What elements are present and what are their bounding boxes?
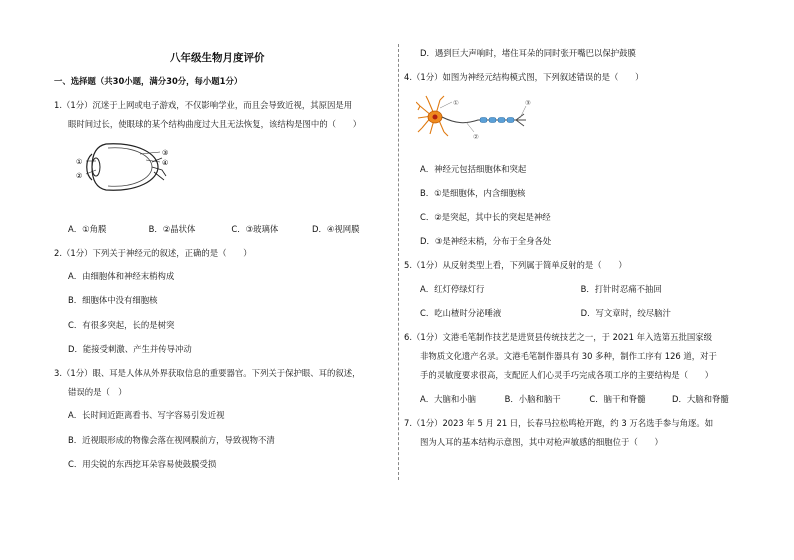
q3-stem-line2: 错误的是（ ） xyxy=(68,387,127,397)
q3-option-a[interactable]: A．长时间近距离看书、写字容易引发近视 xyxy=(68,410,225,420)
q4-option-b[interactable]: B．①是细胞体，内含细胞核 xyxy=(420,188,526,198)
q6-stem-line1: 6.（1分）文港毛笔制作技艺是进贤县传统技艺之一，于 2021 年入选第五批国家级 xyxy=(404,332,712,342)
q6-option-a[interactable]: A．大脑和小脑 xyxy=(420,394,476,404)
q6-stem-line2: 非物质文化遗产名录。文港毛笔制作器具有 30 多种，制作工序有 126 道，对于 xyxy=(420,351,717,361)
column-divider xyxy=(398,44,399,480)
q7-stem-line2: 图为人耳的基本结构示意图，其中对枪声敏感的细胞位于（ ） xyxy=(420,437,663,447)
neuron-label-3: ③ xyxy=(525,99,531,107)
q1-stem-line2: 眼时间过长，使眼球的某个结构曲度过大且无法恢复，该结构是图中的（ ） xyxy=(68,119,362,129)
q1-option-b[interactable]: B．②晶状体 xyxy=(148,224,196,234)
neuron-diagram xyxy=(416,94,540,142)
section-heading: 一、选择题（共30小题，满分30分，每小题1分） xyxy=(54,76,243,86)
q3-option-c[interactable]: C．用尖锐的东西挖耳朵容易使鼓膜受损 xyxy=(68,459,217,469)
q2-option-b[interactable]: B．细胞体中没有细胞核 xyxy=(68,295,158,305)
q6-option-c[interactable]: C．脑干和脊髓 xyxy=(589,394,646,404)
q5-options-row2 xyxy=(420,308,671,318)
q2-option-d[interactable]: D．能接受刺激、产生并传导冲动 xyxy=(68,344,192,354)
q2-option-c[interactable]: C．有很多突起，长的是树突 xyxy=(68,320,175,330)
q1-option-d[interactable]: D．④视网膜 xyxy=(312,224,360,234)
eye-diagram xyxy=(66,140,178,194)
eye-label-2: ② xyxy=(76,172,83,180)
q7-stem-line1: 7.（1分）2023 年 5 月 21 日，长春马拉松鸣枪开跑，约 3 万名选手参与角逐。如 xyxy=(404,418,714,428)
q6-options xyxy=(420,394,729,404)
q6-stem-line3: 手的灵敏度要求很高，支配匠人们心灵手巧完成各项工序的主要结构是（ ） xyxy=(420,370,714,380)
eye-label-1: ① xyxy=(76,158,83,166)
q6-option-b[interactable]: B．小脑和脑干 xyxy=(504,394,561,404)
q4-stem: 4.（1分）如图为神经元结构模式图，下列叙述错误的是（ ） xyxy=(404,72,644,82)
q4-option-a[interactable]: A．神经元包括细胞体和突起 xyxy=(420,164,527,174)
q5-option-d[interactable]: D．写文章时，绞尽脑汁 xyxy=(580,308,671,318)
eye-label-3: ③ xyxy=(162,149,169,157)
q1-stem-line1: 1.（1分）沉迷于上网或电子游戏，不仅影响学业，而且会导致近视，其原因是用 xyxy=(54,100,353,110)
q4-option-d[interactable]: D．③是神经末梢，分布于全身各处 xyxy=(420,236,552,246)
q4-option-c[interactable]: C．②是突起，其中长的突起是神经 xyxy=(420,212,551,222)
neuron-label-1: ① xyxy=(453,99,459,107)
q6-option-d[interactable]: D．大脑和脊髓 xyxy=(672,394,729,404)
eye-label-4: ④ xyxy=(162,159,169,167)
q2-stem: 2.（1分）下列关于神经元的叙述，正确的是（ ） xyxy=(54,248,252,258)
neuron-label-2: ② xyxy=(473,133,479,141)
q2-option-a[interactable]: A．由细胞体和神经末梢构成 xyxy=(68,271,175,281)
q5-option-c[interactable]: C．吃山楂时分泌唾液 xyxy=(420,308,502,318)
q3-stem-line1: 3.（1分）眼、耳是人体从外界获取信息的重要器官。下列关于保护眼、耳的叙述， xyxy=(54,368,361,378)
q3-option-b[interactable]: B．近视眼形成的物像会落在视网膜前方，导致视物不清 xyxy=(68,435,275,445)
q5-stem: 5.（1分）从反射类型上看，下列属于简单反射的是（ ） xyxy=(404,260,627,270)
q5-option-b[interactable]: B．打针时忍痛不抽回 xyxy=(580,284,662,294)
q3-option-d[interactable]: D．遇到巨大声响时，堵住耳朵的同时张开嘴巴以保护鼓膜 xyxy=(420,48,636,58)
q5-option-a[interactable]: A．红灯停绿灯行 xyxy=(420,284,485,294)
q1-option-a[interactable]: A．①角膜 xyxy=(68,224,107,234)
q1-options xyxy=(68,224,359,234)
q5-options-row1 xyxy=(420,284,662,294)
page-title: 八年级生物月度评价 xyxy=(170,52,265,64)
q1-option-c[interactable]: C．③玻璃体 xyxy=(231,224,279,234)
